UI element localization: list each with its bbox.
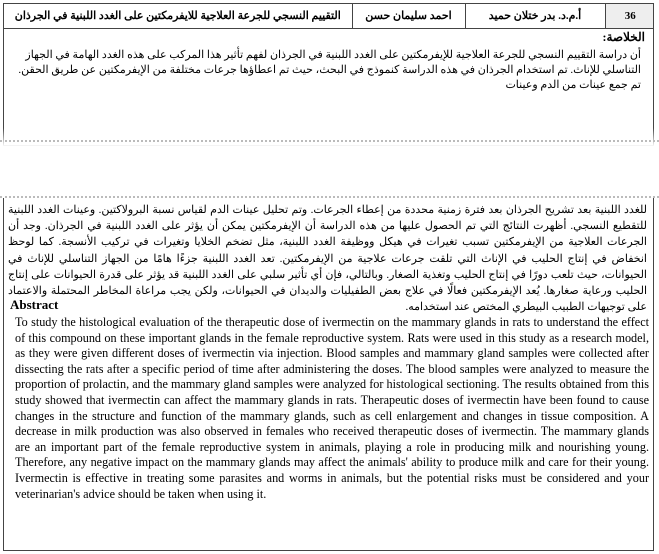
header-fragment <box>3 3 654 146</box>
english-abstract-text: To study the histological evaluation of the therapeutic dose of ivermectin on the mammary glands in rats to understand the effect of this compound on these important glands in the female reproductive system. Rats were used in this study as a research model, as they were given different doses of ivermectin via injection. Blood samples and mammary gland samples were collected after dissecting the rats after a specific period of time after administering the doses. The blood samples were analyzed to measure the proportion of prolactin, and the mammary gland samples were analyzed for histological sectioning. The results obtained from this study showed that ivermectin can affect the mammary glands in rats. Therapeutic doses of ivermectin have been found to cause changes in the structure and function of the mammary glands, such as cell enlargement and changes in tissue composition. A decrease in milk production was also observed in females who received therapeutic doses of ivermectin. The mammary glands are an important part of the female reproductive system in animals, playing a role in producing milk and nourishing young. Therefore, any negative impact on the mammary glands may affect the animals' ability to produce milk and care for their young. Ivermectin is effective in treating some parasites and worms in animals, but the potential risks must be considered and your veterinarian's advice should be taken when using it. <box>15 315 649 501</box>
english-abstract-heading: Abstract <box>10 297 59 312</box>
arabic-abstract-heading: الخلاصة: <box>602 30 645 44</box>
fade-overlay <box>3 128 654 162</box>
header-row <box>4 4 654 28</box>
cut-line-top <box>0 140 659 142</box>
paper-title: التقييم النسجي للجرعة العلاجية للايفرمكتين على الغدد اللبنية في الجرذان <box>4 4 352 28</box>
author-second: احمد سليمان حسن <box>352 4 465 28</box>
entry-number: 36 <box>605 4 654 28</box>
arabic-abstract-continuation: للغدد اللبنية بعد تشريح الجرذان بعد فترة زمنية محددة من إعطاء الجرعات. وتم تحليل عينات الدم لقياس نسبة البرولاكتين. وعينات الغدد اللبنية للتقطيع النسجي. أظهرت النتائج التي تم الحصول عليها من هذه الدراسة أن الإيفرمكتين يمكن أن يؤثر على الغدد اللبنية في الجرذان. وجد أن الجرعات العلاجية من الإيفرمكتين تسبب تغيرات في هيكل ووظيفة الغدد اللبنية، مثل تضخم الخلايا وتغيرات في تركيب الأنسجة. كما لوحظ انخفاض في إنتاج الحليب في الإناث التي تلقت جرعات علاجية من الإيفرمكتين. تعد الغدد اللبنية جزءًا هامًا من الجهاز التناسلي للإناث في الحيوانات، حيث تلعب دورًا في إنتاج الحليب وتغذية الصغار. وبالتالي، فإن أي تأثير سلبي على الغدد اللبنية قد يؤثر على قدرة الحيوانات على إنتاج الحليب ورعاية صغارها. يُعد الإيفرمكتين فعالًا في علاج بعض الطفيليات والديدان في الحيوانات، ولكن يجب مراعاة المخاطر المحتملة والاعتماد على توجيهات الطبيب البيطري المختص عند استخدامه. <box>8 204 647 314</box>
arabic-abstract-intro: أن دراسة التقييم النسجي للجرعة العلاجية للإيفرمكتين على الغدد اللبنية في الجرذان لفهم تأثير هذا المركب على هذه الغدد الهامة في الجهاز التناسلي للإناث. تم استخدام الجرذان في هذه الدراسة كنموذج في البحث، حيث تم اعطاؤها جرعات مختلفة من الإيفرمكتين عن طريق الحقن. تم جمع عينات من الدم وعينات <box>18 49 641 91</box>
abstract-fragment <box>3 198 654 551</box>
author-first: أ.م.د. بدر ختلان حميد <box>465 4 605 28</box>
header-table <box>4 4 654 29</box>
